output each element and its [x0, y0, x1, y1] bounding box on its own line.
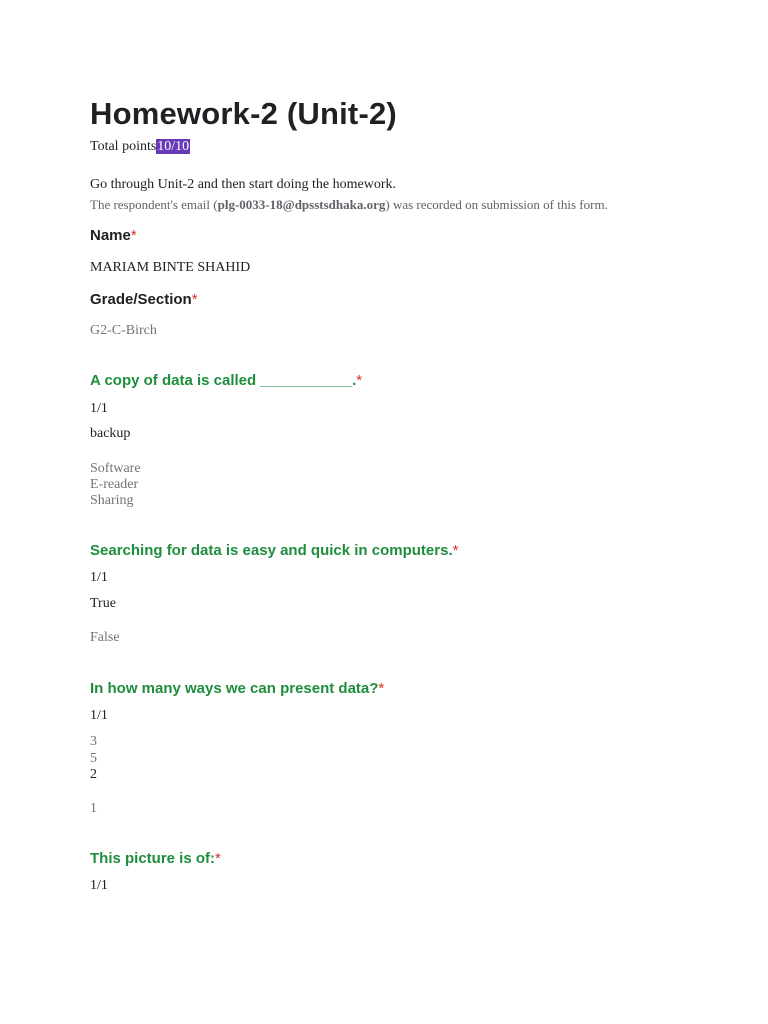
question-3-option: 3: [90, 734, 97, 749]
total-points: [90, 139, 190, 155]
required-asterisk: *: [191, 291, 198, 308]
question-1-option: E-reader: [90, 477, 139, 492]
question-3-option: 1: [90, 801, 97, 816]
email-recorded-note: [90, 197, 608, 213]
question-3-score: 1/1: [90, 708, 108, 723]
required-asterisk: *: [130, 227, 137, 244]
question-2-option: False: [90, 630, 120, 645]
question-3-selected-answer: 2: [90, 767, 97, 782]
required-asterisk: *: [356, 372, 363, 389]
question-4-score: 1/1: [90, 878, 108, 893]
name-field-label: Name*: [90, 227, 137, 244]
question-2-score: 1/1: [90, 570, 108, 585]
grade-section-field-value: G2-C-Birch: [90, 323, 157, 338]
form-title: Homework-2 (Unit-2): [90, 96, 397, 131]
grade-section-field-label: Grade/Section*: [90, 291, 198, 308]
question-1-option: Sharing: [90, 493, 134, 508]
required-asterisk: *: [215, 850, 221, 867]
total-points-label: Total points: [90, 139, 157, 154]
question-1-text: A copy of data is called ___________.*: [90, 372, 363, 389]
email-note-prefix: The respondent's email (: [90, 197, 218, 212]
form-description: Go through Unit-2 and then start doing the homework.: [90, 177, 397, 192]
required-asterisk: *: [452, 542, 459, 559]
question-1-score: 1/1: [90, 401, 108, 416]
respondent-email: plg-0033-18@dpsstsdhaka.org: [217, 197, 386, 212]
question-3-text: In how many ways we can present data?*: [90, 680, 385, 697]
total-points-value: 10/10: [157, 139, 190, 154]
question-4-text: This picture is of:*: [90, 850, 221, 867]
email-note-suffix: ) was recorded on submission of this form.: [385, 197, 608, 212]
name-field-value: MARIAM BINTE SHAHID: [90, 260, 251, 275]
question-2-text: Searching for data is easy and quick in computers.*: [90, 542, 459, 559]
required-asterisk: *: [378, 680, 385, 697]
question-1-selected-answer: backup: [90, 426, 131, 441]
question-3-option: 5: [90, 751, 97, 766]
question-2-selected-answer: True: [90, 596, 116, 611]
question-1-option: Software: [90, 461, 141, 476]
